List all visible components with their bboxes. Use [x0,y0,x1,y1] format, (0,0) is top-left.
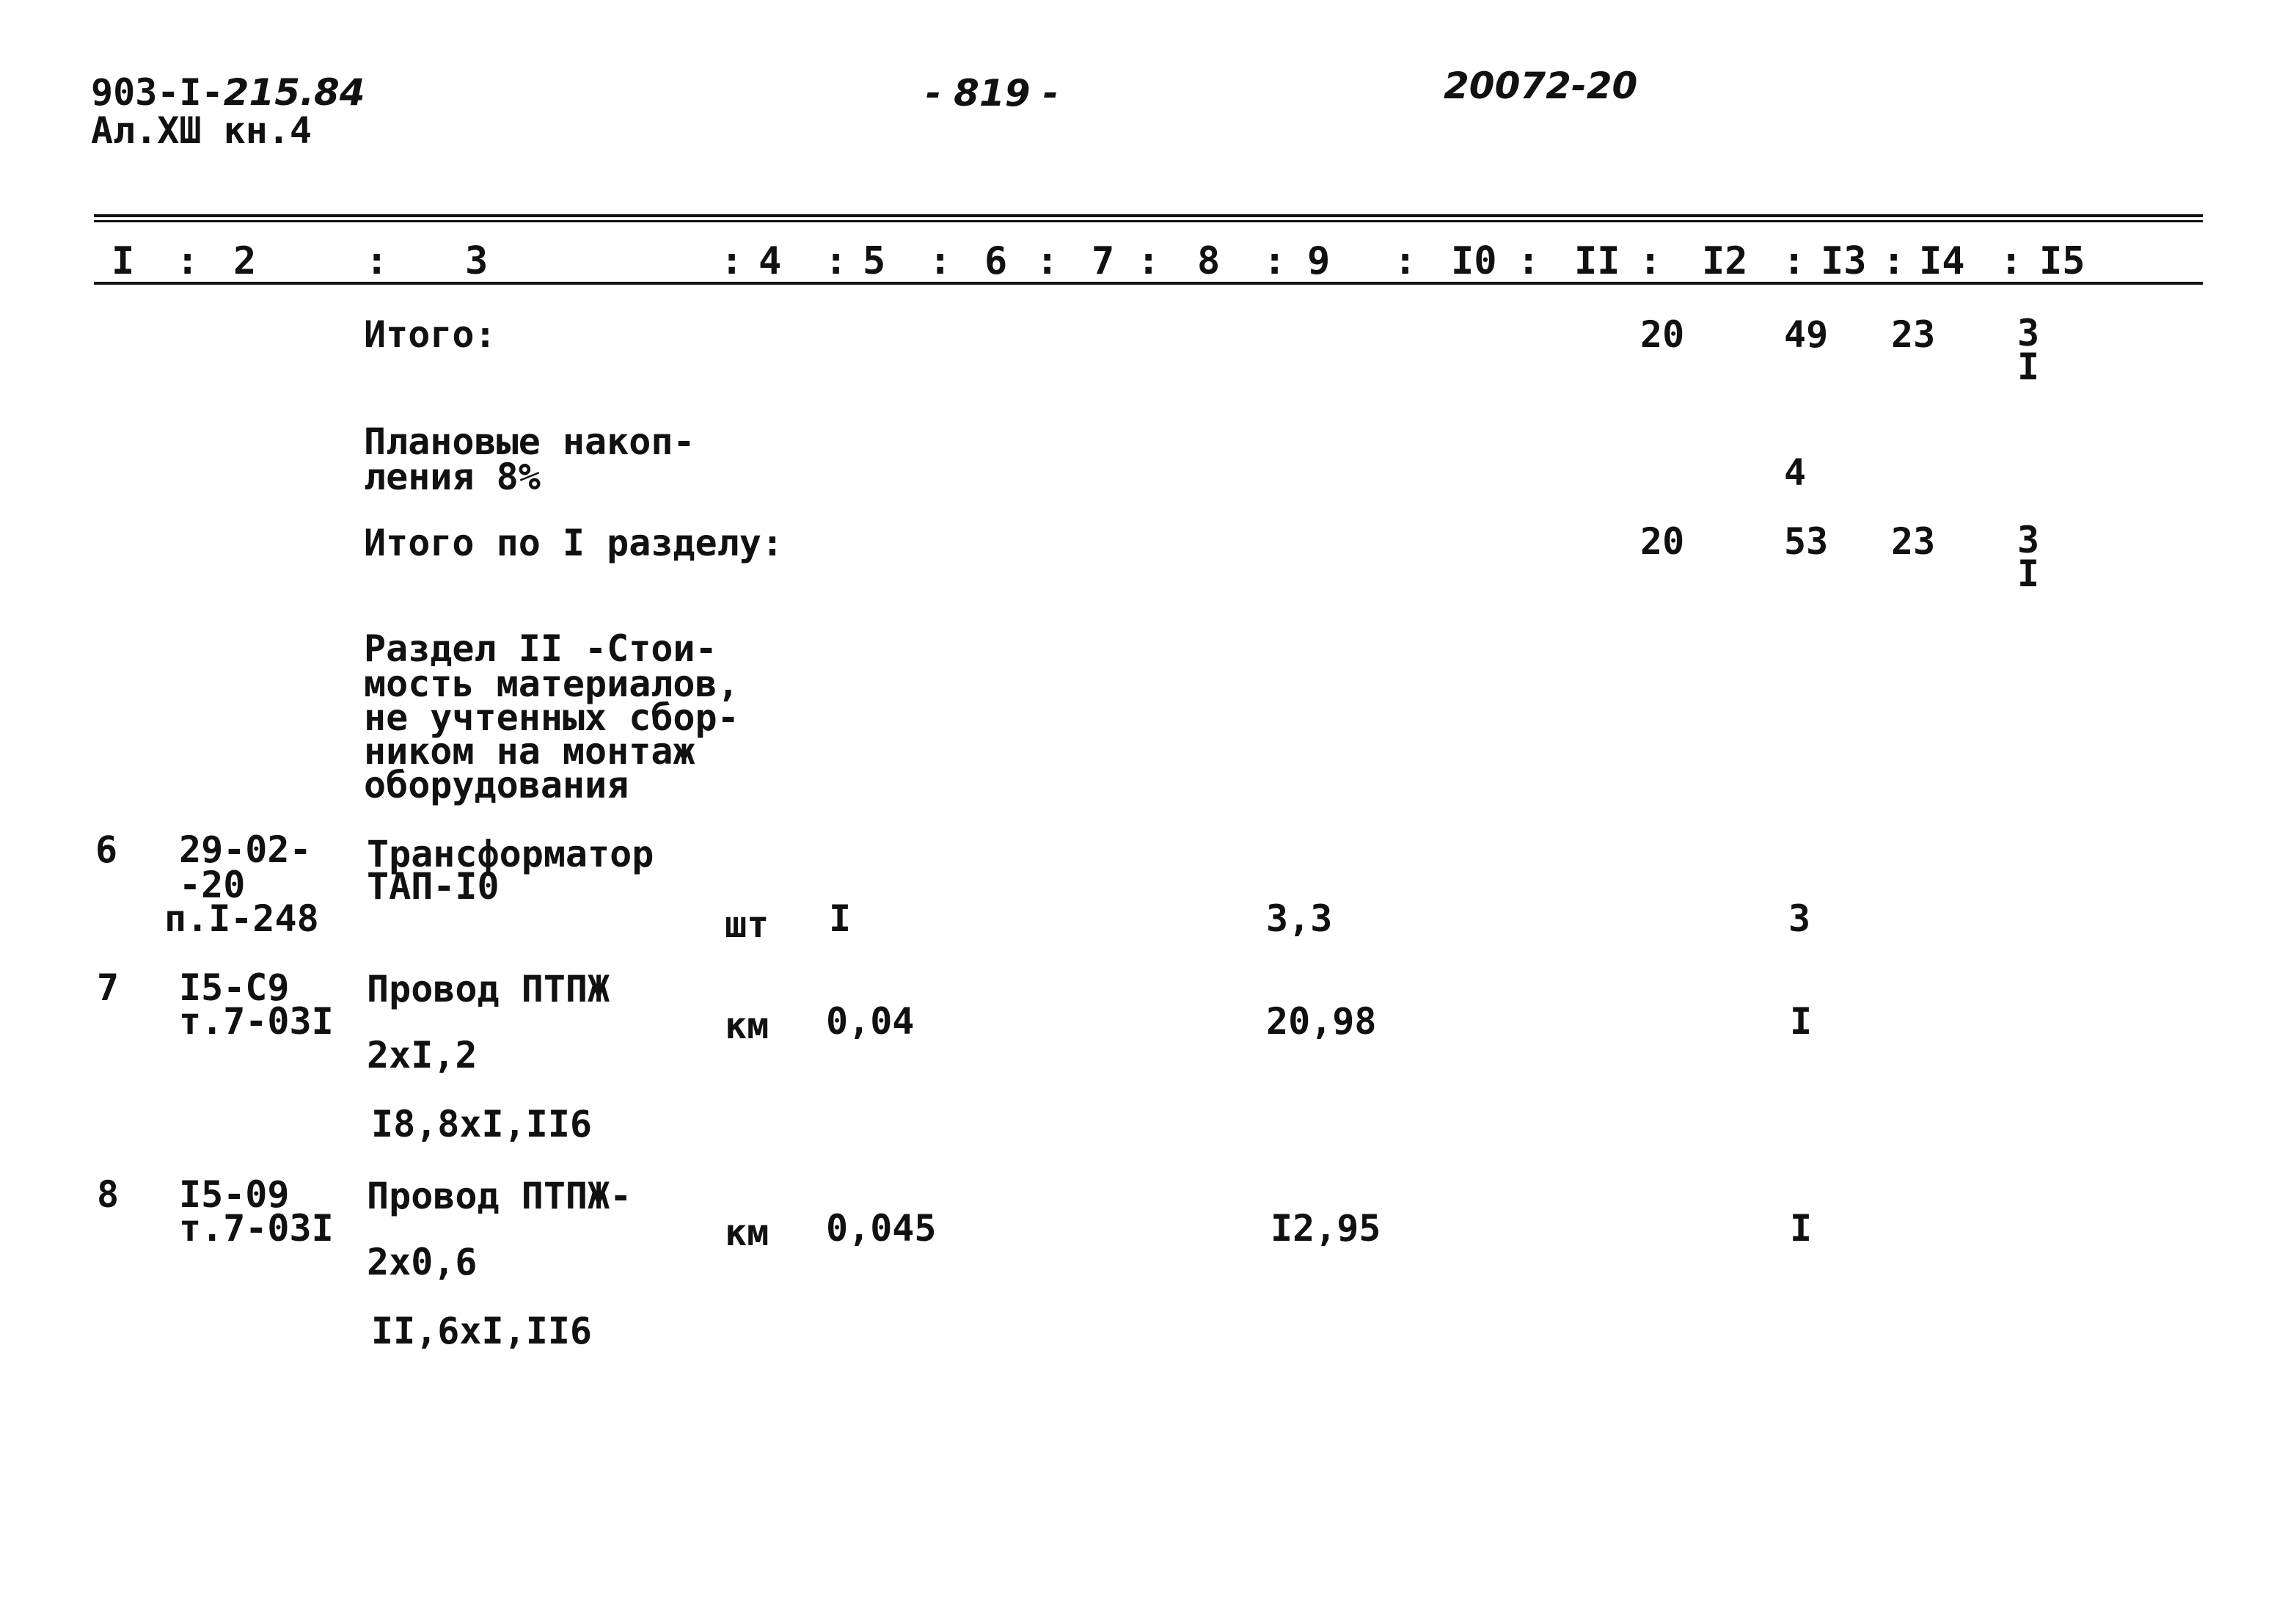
item-code-line1: 29-02- [179,828,312,871]
row-label: Итого по I разделу: [364,522,783,564]
col-sep: : [1137,239,1160,283]
doc-code-prefix: 903-I- [91,71,224,114]
section-heading-line2: мость материалов, [364,663,739,705]
cell-col13: 4 [1784,451,1807,494]
col-sep: : [1882,239,1906,283]
cell-col15-top: 3 [2017,312,2040,354]
item-name-line1: Провод ПТПЖ- [367,1175,632,1217]
col-sep: : [1639,239,1662,283]
cell-col15-bottom: I [2017,553,2040,595]
cell-col12: 20 [1640,313,1685,356]
item-price: I2,95 [1271,1207,1381,1250]
item-unit: км [725,1211,769,1254]
item-name-line2: 2х0,6 [367,1241,478,1283]
col-header-1: I [111,239,135,283]
col-header-13: I3 [1821,239,1867,283]
item-number: 8 [97,1173,120,1216]
section-heading-line3: не учтенных сбор- [364,696,739,739]
col-header-11: II [1574,239,1620,283]
col-sep: : [1783,239,1806,283]
item-unit: шт [725,903,769,946]
col-header-15: I5 [2039,239,2085,283]
col-header-5: 5 [863,239,886,283]
item-quantity: 0,04 [826,1000,915,1043]
section-heading-line4: ником на монтаж [364,730,695,773]
item-number: 6 [95,828,118,871]
item-quantity: I [829,897,852,940]
table-header-bottom-rule [94,282,2203,285]
table-top-rule [94,214,2203,217]
col-header-6: 6 [984,239,1008,283]
col-sep: : [365,239,389,283]
cell-col12: 20 [1640,520,1685,563]
item-quantity: 0,045 [826,1207,937,1250]
sheet-code: 20072-20 [1444,65,1638,107]
item-unit: км [725,1005,769,1047]
item-price: 3,3 [1266,897,1333,940]
item-code-line2: -20 [179,864,246,906]
page-number: - 819 - [926,72,1059,114]
section-heading-line5: оборудования [364,764,629,806]
col-sep: : [929,239,952,283]
item-name-line1: Провод ПТПЖ [367,968,610,1010]
doc-code-handwritten: 215.84 [223,71,365,114]
item-name-line1: Трансформатор [367,833,654,875]
item-code-line2: т.7-03I [179,1000,334,1043]
cell-col13: I [1790,1000,1813,1043]
cell-col14: 23 [1891,520,1936,563]
item-code-line1: I5-C9 [179,966,290,1009]
col-sep: : [825,239,848,283]
col-sep: : [720,239,744,283]
item-name-line3: I8,8хI,II6 [371,1103,593,1145]
col-header-14: I4 [1919,239,1965,283]
cell-col15-top: 3 [2017,519,2040,561]
item-code-line3: п.I-248 [164,897,319,940]
cell-col15-bottom: I [2017,346,2040,388]
row-label-line1: Плановые накоп- [364,420,695,463]
section-heading-line1: Раздел II -Стои- [364,627,717,670]
cell-col14: 23 [1891,313,1936,356]
item-name-line2: ТАП-I0 [367,865,500,908]
item-price: 20,98 [1266,1000,1377,1043]
col-sep: : [176,239,200,283]
doc-code [91,73,365,112]
item-name-line2: 2хI,2 [367,1034,478,1076]
col-sep: : [1036,239,1059,283]
table-top-rule-2 [94,220,2203,222]
col-header-12: I2 [1702,239,1748,283]
row-label-line2: ления 8% [364,456,541,498]
col-sep: : [1394,239,1417,283]
cell-col13: 49 [1784,313,1829,356]
col-header-8: 8 [1197,239,1221,283]
col-header-9: 9 [1307,239,1331,283]
item-code-line2: т.7-03I [179,1207,334,1250]
row-label: Итого: [364,313,497,356]
item-name-line3: II,6хI,II6 [371,1310,593,1352]
col-header-7: 7 [1092,239,1115,283]
col-header-4: 4 [758,239,782,283]
album-book: Ал.XШ кн.4 [91,109,312,152]
col-header-3: 3 [465,239,489,283]
col-sep: : [2000,239,2023,283]
item-code-line1: I5-09 [179,1173,290,1216]
cell-col13: 3 [1788,897,1811,940]
col-sep: : [1517,239,1540,283]
cell-col13: 53 [1784,520,1829,563]
cell-col13: I [1790,1207,1813,1250]
col-header-2: 2 [233,239,257,283]
col-header-10: I0 [1451,239,1497,283]
col-sep: : [1263,239,1287,283]
item-number: 7 [97,966,120,1009]
